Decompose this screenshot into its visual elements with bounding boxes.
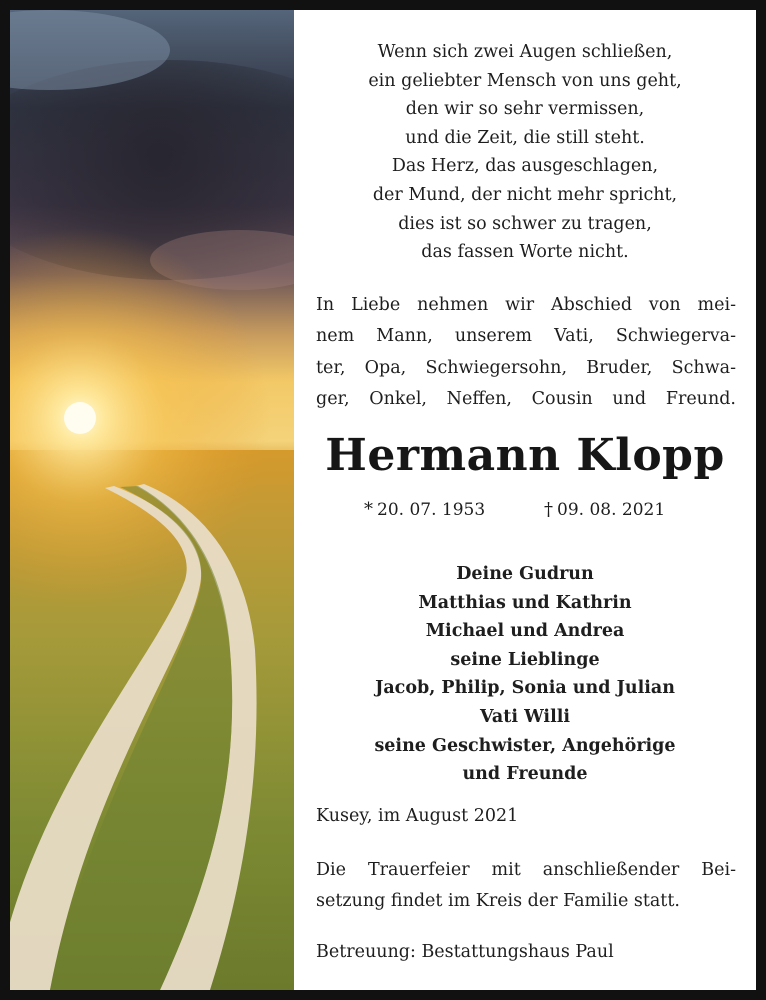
mourner-line: seine Geschwister, Angehörige bbox=[374, 735, 676, 756]
obituary-text-panel bbox=[294, 10, 756, 990]
birth-star-icon: * bbox=[364, 499, 373, 520]
paragraph-line: ter, Opa, Schwiegersohn, Bruder, Schwa- bbox=[316, 357, 736, 378]
paragraph-line: ger, Onkel, Neffen, Cousin und Freund. bbox=[316, 388, 736, 409]
paragraph-line: nem Mann, unserem Vati, Schwiegerva- bbox=[316, 326, 736, 347]
death-date-line bbox=[544, 499, 665, 520]
landscape-illustration bbox=[10, 10, 294, 990]
funeral-home-credit: Betreuung: Bestattungshaus Paul bbox=[316, 942, 614, 962]
death-date: 09. 08. 2021 bbox=[557, 500, 666, 520]
birth-date: 20. 07. 1953 bbox=[377, 500, 486, 520]
poem-line: und die Zeit, die still steht. bbox=[405, 127, 645, 148]
mourner-line: Jacob, Philip, Sonia und Julian bbox=[375, 678, 675, 699]
place-date: Kusey, im August 2021 bbox=[316, 806, 519, 826]
poem bbox=[294, 38, 756, 267]
poem-line: das fassen Worte nicht. bbox=[421, 242, 629, 263]
farewell-paragraph bbox=[316, 290, 736, 415]
funeral-notice bbox=[316, 855, 736, 917]
mourner-line: Michael und Andrea bbox=[425, 621, 625, 642]
death-cross-icon: † bbox=[544, 499, 553, 520]
paragraph-line: In Liebe nehmen wir Abschied von mei- bbox=[316, 295, 736, 315]
mourner-line: seine Lieblinge bbox=[450, 649, 600, 670]
mourner-line: und Freunde bbox=[462, 764, 588, 785]
mourners-list bbox=[294, 560, 756, 789]
poem-line: der Mund, der nicht mehr spricht, bbox=[372, 184, 678, 205]
mourner-line: Deine Gudrun bbox=[456, 564, 594, 584]
mourner-line: Matthias und Kathrin bbox=[418, 592, 632, 613]
birth-date-line bbox=[364, 499, 485, 520]
poem-line: Das Herz, das ausgeschlagen, bbox=[391, 156, 659, 177]
poem-line: dies ist so schwer zu tragen, bbox=[398, 213, 652, 234]
poem-line: Wenn sich zwei Augen schließen, bbox=[377, 42, 673, 62]
notice-line: setzung findet im Kreis der Familie statt. bbox=[316, 891, 680, 911]
deceased-name: Hermann Klopp bbox=[325, 430, 725, 481]
notice-line: Die Trauerfeier mit anschließender Bei- bbox=[316, 860, 736, 880]
poem-line: ein geliebter Mensch von uns geht, bbox=[368, 70, 682, 91]
poem-line: den wir so sehr vermissen, bbox=[405, 99, 645, 120]
mourner-line: Vati Willi bbox=[479, 706, 571, 727]
sunset-path-image bbox=[10, 10, 294, 990]
